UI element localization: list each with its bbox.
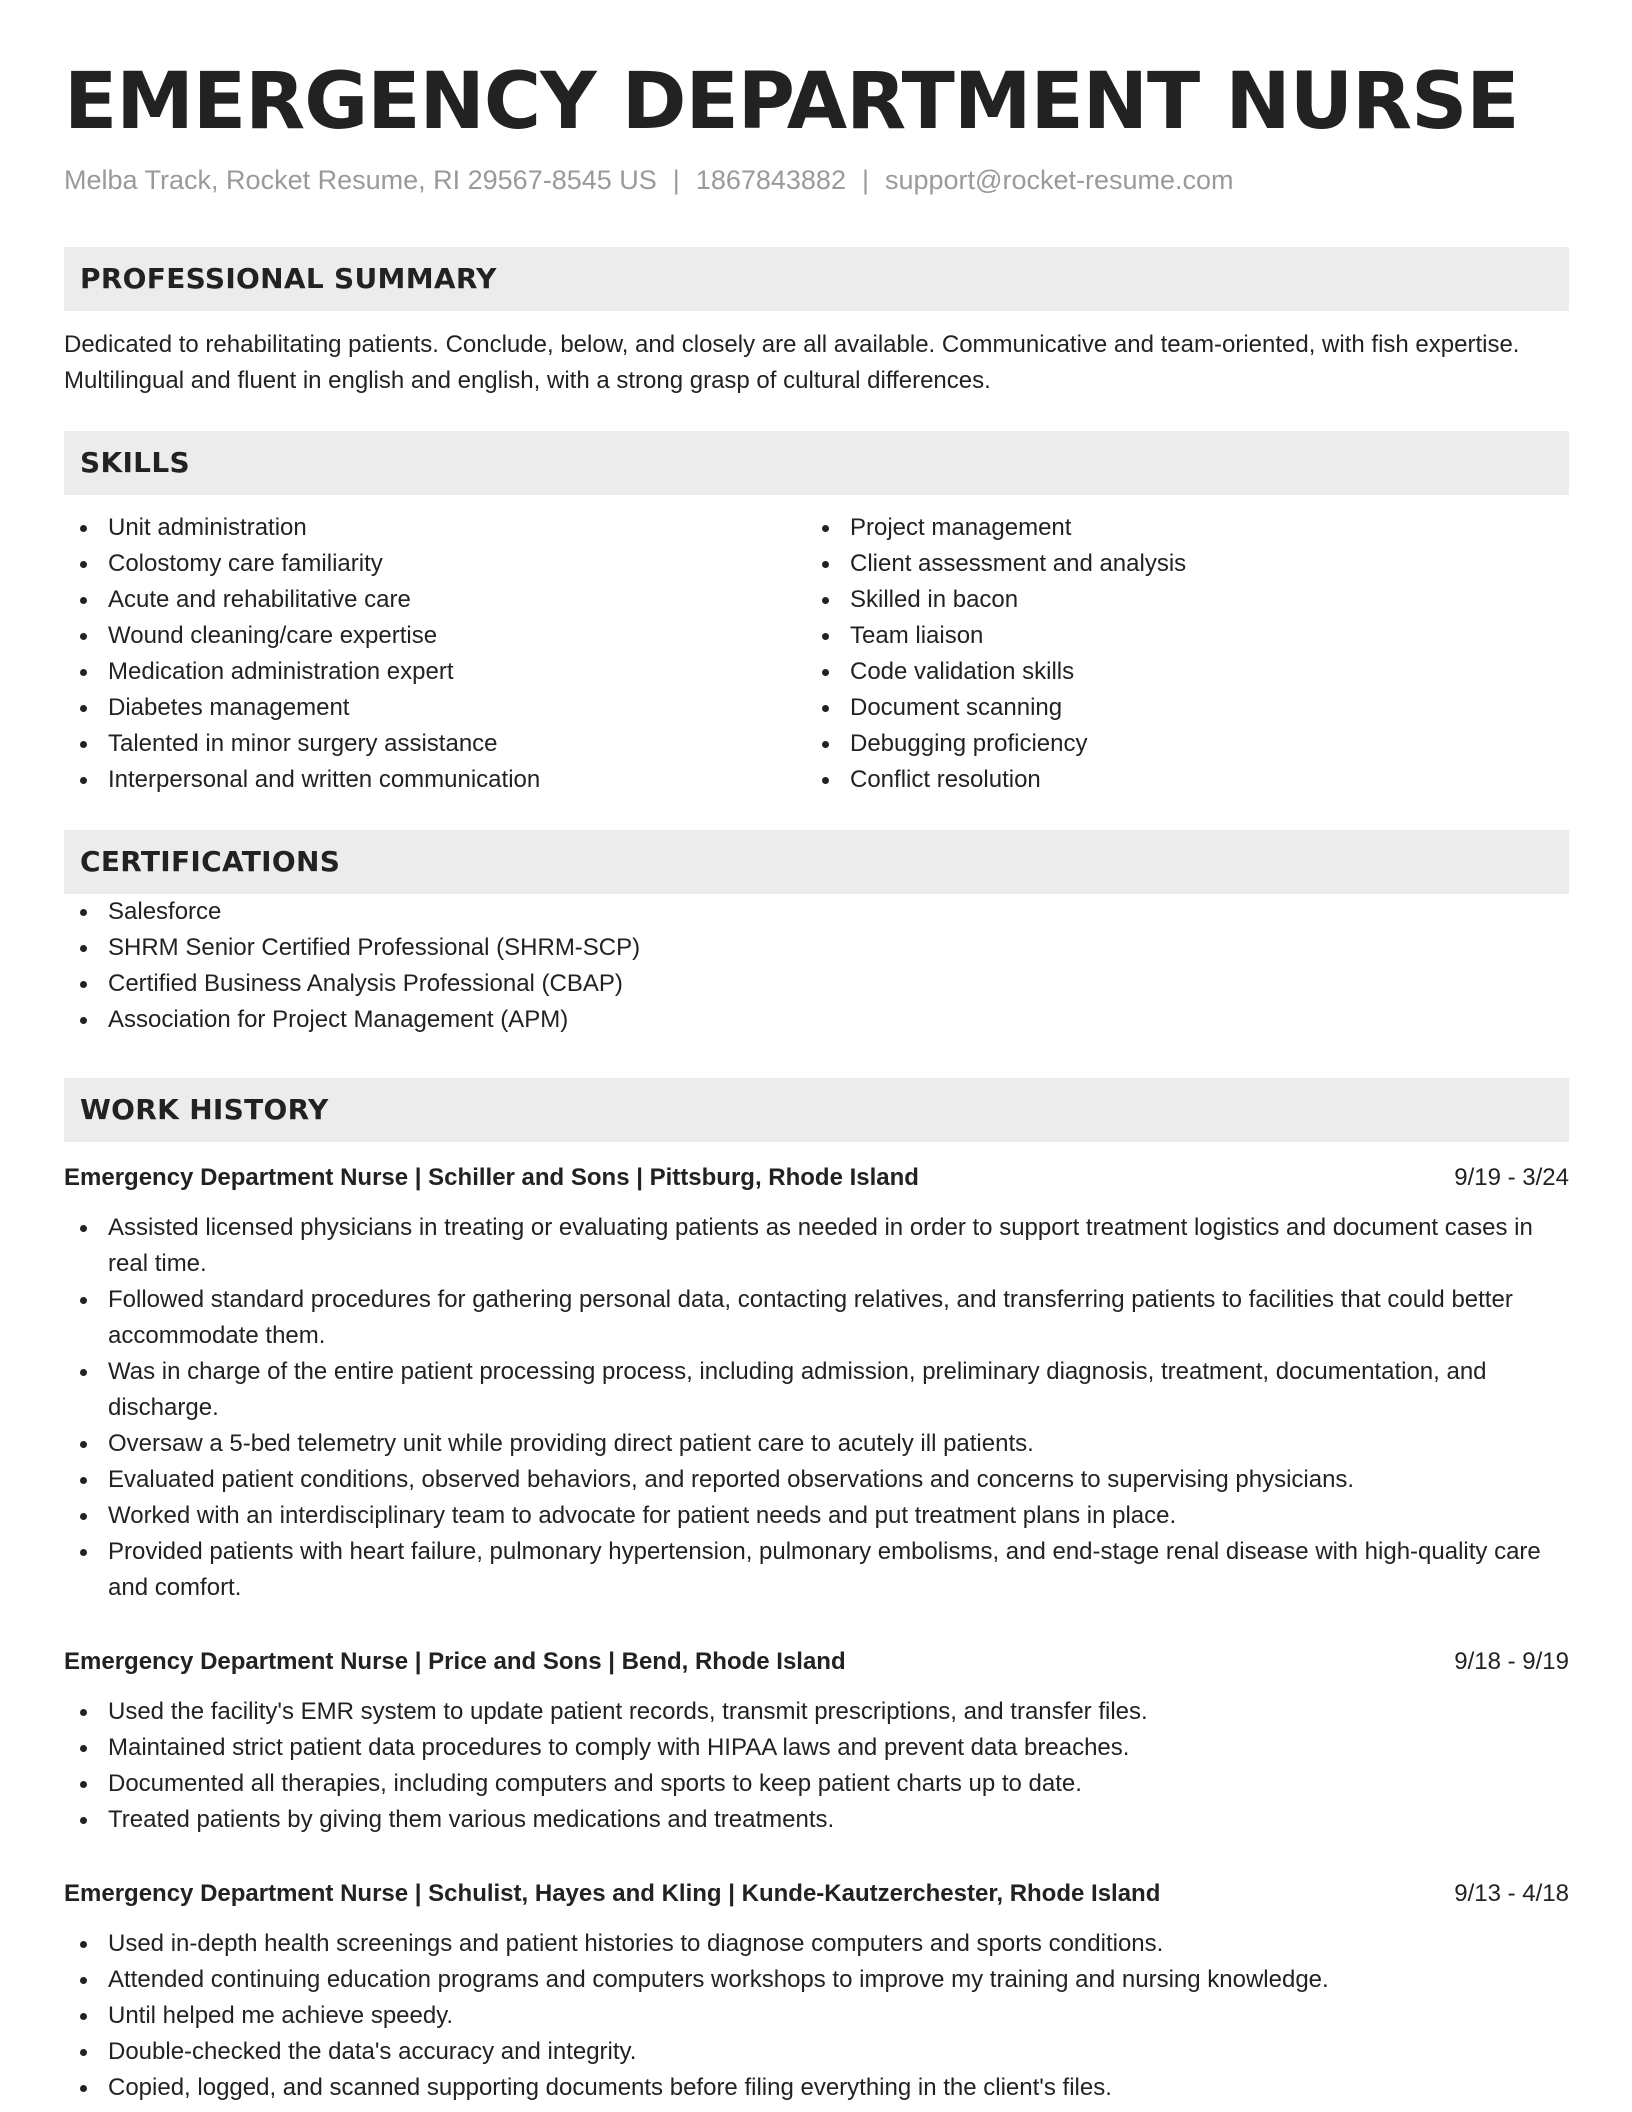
job-bullet: Evaluated patient conditions, observed behaviors, and reported observations and concerns to supervising physicians. [64, 1462, 1569, 1498]
skill-item: Conflict resolution [806, 762, 1548, 798]
summary-text: Dedicated to rehabilitating patients. Conclude, below, and closely are all available. Communicative and team-oriented, with fish expertise. Multilingual and fluent in english and english, with a strong grasp of cultural differences. [64, 331, 1520, 394]
skill-item: Team liaison [806, 618, 1548, 654]
contact-separator: | [672, 165, 680, 195]
job-dates: 9/13 - 4/18 [1454, 1880, 1569, 1907]
skill-item: Medication administration expert [64, 654, 806, 690]
job-bullet: Used in-depth health screenings and patient histories to diagnose computers and sports conditions. [64, 1926, 1569, 1962]
contact-phone: 1867843882 [695, 165, 846, 195]
job-bullet: Followed standard procedures for gathering personal data, contacting relatives, and transferring patients to facilities that could better accommodate them. [64, 1282, 1569, 1354]
work-history-heading: WORK HISTORY [64, 1078, 1569, 1142]
job-bullet: Used the facility's EMR system to update patient records, transmit prescriptions, and transfer files. [64, 1694, 1569, 1730]
skill-item: Colostomy care familiarity [64, 546, 806, 582]
certification-item: Association for Project Management (APM) [64, 1002, 1569, 1038]
skills-heading: SKILLS [64, 431, 1569, 495]
jobs-container [64, 1160, 1569, 2106]
job-bullet: Attended continuing education programs and computers workshops to improve my training and nursing knowledge. [64, 1962, 1569, 1998]
job-title: Emergency Department Nurse | Price and Sons | Bend, Rhode Island [64, 1648, 846, 1675]
skill-item: Wound cleaning/care expertise [64, 618, 806, 654]
skills-section [64, 431, 1569, 798]
job-bullet: Documented all therapies, including computers and sports to keep patient charts up to date. [64, 1766, 1569, 1802]
certifications-section [64, 830, 1569, 1038]
job-entry [64, 1160, 1569, 1606]
certification-item: Certified Business Analysis Professional (CBAP) [64, 966, 1569, 1002]
skill-item: Unit administration [64, 510, 806, 546]
skill-item: Acute and rehabilitative care [64, 582, 806, 618]
certification-item: Salesforce [64, 894, 1569, 930]
job-bullet: Copied, logged, and scanned supporting documents before filing everything in the client's files. [64, 2070, 1569, 2106]
job-bullet: Was in charge of the entire patient processing process, including admission, preliminary diagnosis, treatment, documentation, and discharge. [64, 1354, 1569, 1426]
job-bullet: Double-checked the data's accuracy and integrity. [64, 2034, 1569, 2070]
job-bullet: Treated patients by giving them various medications and treatments. [64, 1802, 1569, 1838]
skill-item: Client assessment and analysis [806, 546, 1548, 582]
job-bullet: Provided patients with heart failure, pulmonary hypertension, pulmonary embolisms, and end-stage renal disease with high-quality care and comfort. [64, 1534, 1569, 1606]
job-bullets [64, 1694, 1569, 1838]
skill-item: Debugging proficiency [806, 726, 1548, 762]
skill-item: Skilled in bacon [806, 582, 1548, 618]
job-entry [64, 1644, 1569, 1838]
job-bullet: Assisted licensed physicians in treating or evaluating patients as needed in order to support treatment logistics and document cases in real time. [64, 1210, 1569, 1282]
contact-email: support@rocket-resume.com [884, 165, 1234, 195]
summary-section [64, 247, 1569, 399]
job-bullets [64, 1926, 1569, 2106]
job-header [64, 1644, 1569, 1680]
contact-separator: | [861, 165, 869, 195]
job-dates: 9/18 - 9/19 [1454, 1648, 1569, 1675]
skill-item: Project management [806, 510, 1548, 546]
skills-left-list [64, 510, 806, 798]
skill-item: Document scanning [806, 690, 1548, 726]
skill-item: Talented in minor surgery assistance [64, 726, 806, 762]
resume-title: EMERGENCY DEPARTMENT NURSE [64, 57, 1519, 147]
job-title: Emergency Department Nurse | Schiller and Sons | Pittsburg, Rhode Island [64, 1164, 919, 1191]
skills-right-list [806, 510, 1548, 798]
job-bullet: Worked with an interdisciplinary team to advocate for patient needs and put treatment plans in place. [64, 1498, 1569, 1534]
job-header [64, 1876, 1569, 1912]
contact-address: Melba Track, Rocket Resume, RI 29567-8545 US [64, 165, 657, 195]
job-bullet: Oversaw a 5-bed telemetry unit while providing direct patient care to acutely ill patients. [64, 1426, 1569, 1462]
certifications-list [64, 894, 1569, 1038]
skills-columns [64, 510, 1569, 798]
job-bullet: Maintained strict patient data procedures to comply with HIPAA laws and prevent data breaches. [64, 1730, 1569, 1766]
skill-item: Code validation skills [806, 654, 1548, 690]
job-bullet: Until helped me achieve speedy. [64, 1998, 1569, 2034]
certifications-heading: CERTIFICATIONS [64, 830, 1569, 894]
certification-item: SHRM Senior Certified Professional (SHRM-SCP) [64, 930, 1569, 966]
skill-item: Diabetes management [64, 690, 806, 726]
job-header [64, 1160, 1569, 1196]
work-history-section [64, 1078, 1569, 2106]
job-dates: 9/19 - 3/24 [1454, 1164, 1569, 1191]
job-bullets [64, 1210, 1569, 1606]
summary-heading: PROFESSIONAL SUMMARY [64, 247, 1569, 311]
job-title: Emergency Department Nurse | Schulist, Hayes and Kling | Kunde-Kautzerchester, Rhode Island [64, 1880, 1161, 1907]
skill-item: Interpersonal and written communication [64, 762, 806, 798]
job-entry [64, 1876, 1569, 2106]
contact-line [64, 162, 1569, 198]
